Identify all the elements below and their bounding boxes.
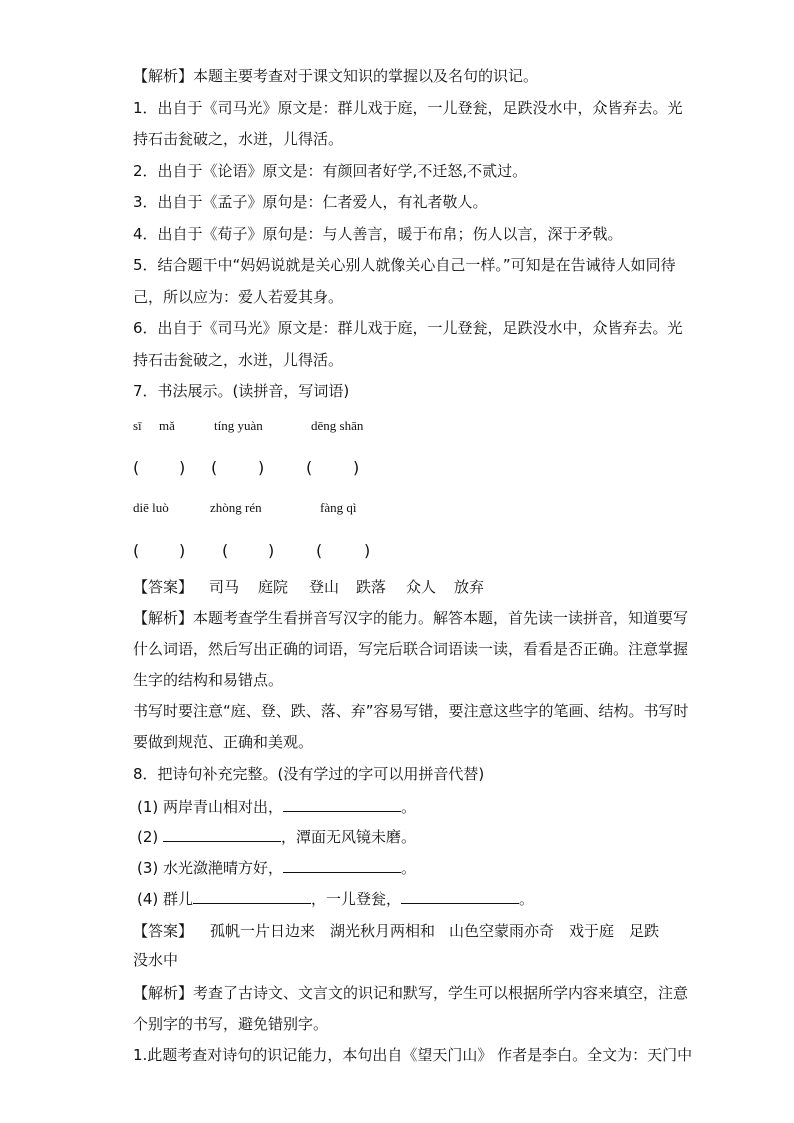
answer-line-4: 4．出自于《荀子》原句是：与人善言，暖于布帛；伤人以言，深于矛戟。 [133, 225, 623, 243]
answer-line-2: 2．出自于《论语》原文是：有颜回者好学,不迁怒,不贰过。 [133, 162, 528, 180]
analysis-7-line-2: 什么词语，然后写出正确的词语，写完后联合词语读一读，看看是否正确。注意掌握 [133, 640, 689, 658]
answer-phrase: 戏于庭 [569, 922, 615, 940]
question-7-title: 7．书法展示。(读拼音，写词语) [133, 382, 350, 400]
paren-open: ( [222, 541, 229, 560]
poem-text: ，潭面无风镜未磨。 [281, 828, 417, 846]
poem-text: ，一儿登瓮， [311, 890, 402, 908]
poem-blank-line-4 [137, 888, 534, 909]
paren-open: ( [133, 458, 140, 477]
paren-close: ) [179, 541, 186, 560]
answer-word: 庭院 [258, 578, 289, 596]
poem-blank-line-3 [137, 857, 416, 878]
paren-open: ( [133, 541, 140, 560]
answer-line-1: 1．出自于《司马光》原文是：群儿戏于庭，一儿登瓮，足跌没水中，众皆弃去。光 [133, 99, 683, 117]
fill-blank[interactable] [163, 826, 281, 842]
poem-text: 。 [519, 890, 535, 908]
analysis-8-line-3: 1.此题考查对诗句的识记能力，本句出自《望天门山》 作者是李白。全文为：天门中 [133, 1046, 693, 1064]
answer-phrase: 湖光秋月两相和 [330, 922, 436, 940]
answer-tag: 【答案】 [133, 578, 194, 596]
pinyin-die-luo: diē luò [133, 500, 169, 515]
paren-close: ) [353, 458, 360, 477]
analysis-7-line-3: 生字的结构和易错点。 [133, 671, 284, 689]
pinyin-ma: mǎ [159, 418, 175, 433]
pinyin-fang-qi: fàng qì [320, 500, 357, 515]
pinyin-si: sī [133, 418, 142, 433]
answer-phrase: 足跌 [629, 922, 660, 940]
poem-blank-line-1 [137, 796, 416, 817]
answer-word: 司马 [209, 578, 240, 596]
fill-blank[interactable] [283, 857, 401, 873]
analysis-7-line-4: 书写时要注意“庭、登、跌、落、弃”容易写错，要注意这些字的笔画、结构。书写时 [133, 702, 689, 720]
fill-blank[interactable] [401, 888, 519, 904]
poem-text: (4) 群儿 [137, 890, 194, 908]
answer-line-5: 5．结合题干中“妈妈说就是关心别人就像关心自己一样。”可知是在告诫待人如同待 [133, 256, 676, 274]
pinyin-zhong-ren: zhòng rén [210, 500, 262, 515]
paren-close: ) [258, 458, 265, 477]
poem-text: (2) [137, 828, 159, 846]
answer-word: 跌落 [356, 578, 387, 596]
answer-phrase: 山色空蒙雨亦奇 [449, 922, 555, 940]
answer-word: 登山 [309, 578, 340, 596]
poem-text: 。 [401, 859, 417, 877]
analysis-line: 【解析】本题主要考查对于课文知识的掌握以及名句的识记。 [133, 67, 539, 85]
poem-text: (3) 水光潋滟晴方好， [137, 859, 284, 877]
paren-open: ( [211, 458, 218, 477]
paren-open: ( [316, 541, 323, 560]
fill-blank[interactable] [283, 796, 401, 812]
paren-close: ) [364, 541, 371, 560]
analysis-7-line-5: 要做到规范、正确和美观。 [133, 733, 314, 751]
poem-text: (1) 两岸青山相对出， [137, 798, 284, 816]
answer-line-1-cont: 持石击瓮破之，水迸，儿得活。 [133, 130, 344, 148]
paren-open: ( [306, 458, 313, 477]
answer-8-cont: 没水中 [133, 951, 179, 969]
analysis-7-line-1: 【解析】本题考查学生看拼音写汉字的能力。解答本题，首先读一读拼音，知道要写 [133, 609, 689, 627]
pinyin-deng-shan: dēng shān [311, 418, 364, 433]
answer-tag: 【答案】 [133, 922, 194, 940]
answer-line-5-cont: 己，所以应为：爱人若爱其身。 [133, 288, 344, 306]
poem-blank-line-2 [137, 826, 416, 847]
answer-word: 放弃 [454, 578, 485, 596]
paren-close: ) [268, 541, 275, 560]
answer-line-6: 6．出自于《司马光》原文是：群儿戏于庭，一儿登瓮，足跌没水中，众皆弃去。光 [133, 319, 683, 337]
poem-text: 。 [401, 798, 417, 816]
analysis-8-line-1: 【解析】考查了古诗文、文言文的识记和默写，学生可以根据所学内容来填空，注意 [133, 984, 689, 1002]
answer-line-6-cont: 持石击瓮破之，水迸，儿得活。 [133, 351, 344, 369]
answer-line-3: 3．出自于《孟子》原句是：仁者爱人，有礼者敬人。 [133, 193, 488, 211]
fill-blank[interactable] [193, 888, 311, 904]
answer-word: 众人 [406, 578, 437, 596]
paren-close: ) [179, 458, 186, 477]
pinyin-ting-yuan: tíng yuàn [214, 418, 263, 433]
answer-phrase: 孤帆一片日边来 [210, 922, 316, 940]
analysis-8-line-2: 个别字的书写，避免错别字。 [133, 1015, 329, 1033]
question-8-title: 8．把诗句补充完整。(没有学过的字可以用拼音代替) [133, 765, 485, 783]
